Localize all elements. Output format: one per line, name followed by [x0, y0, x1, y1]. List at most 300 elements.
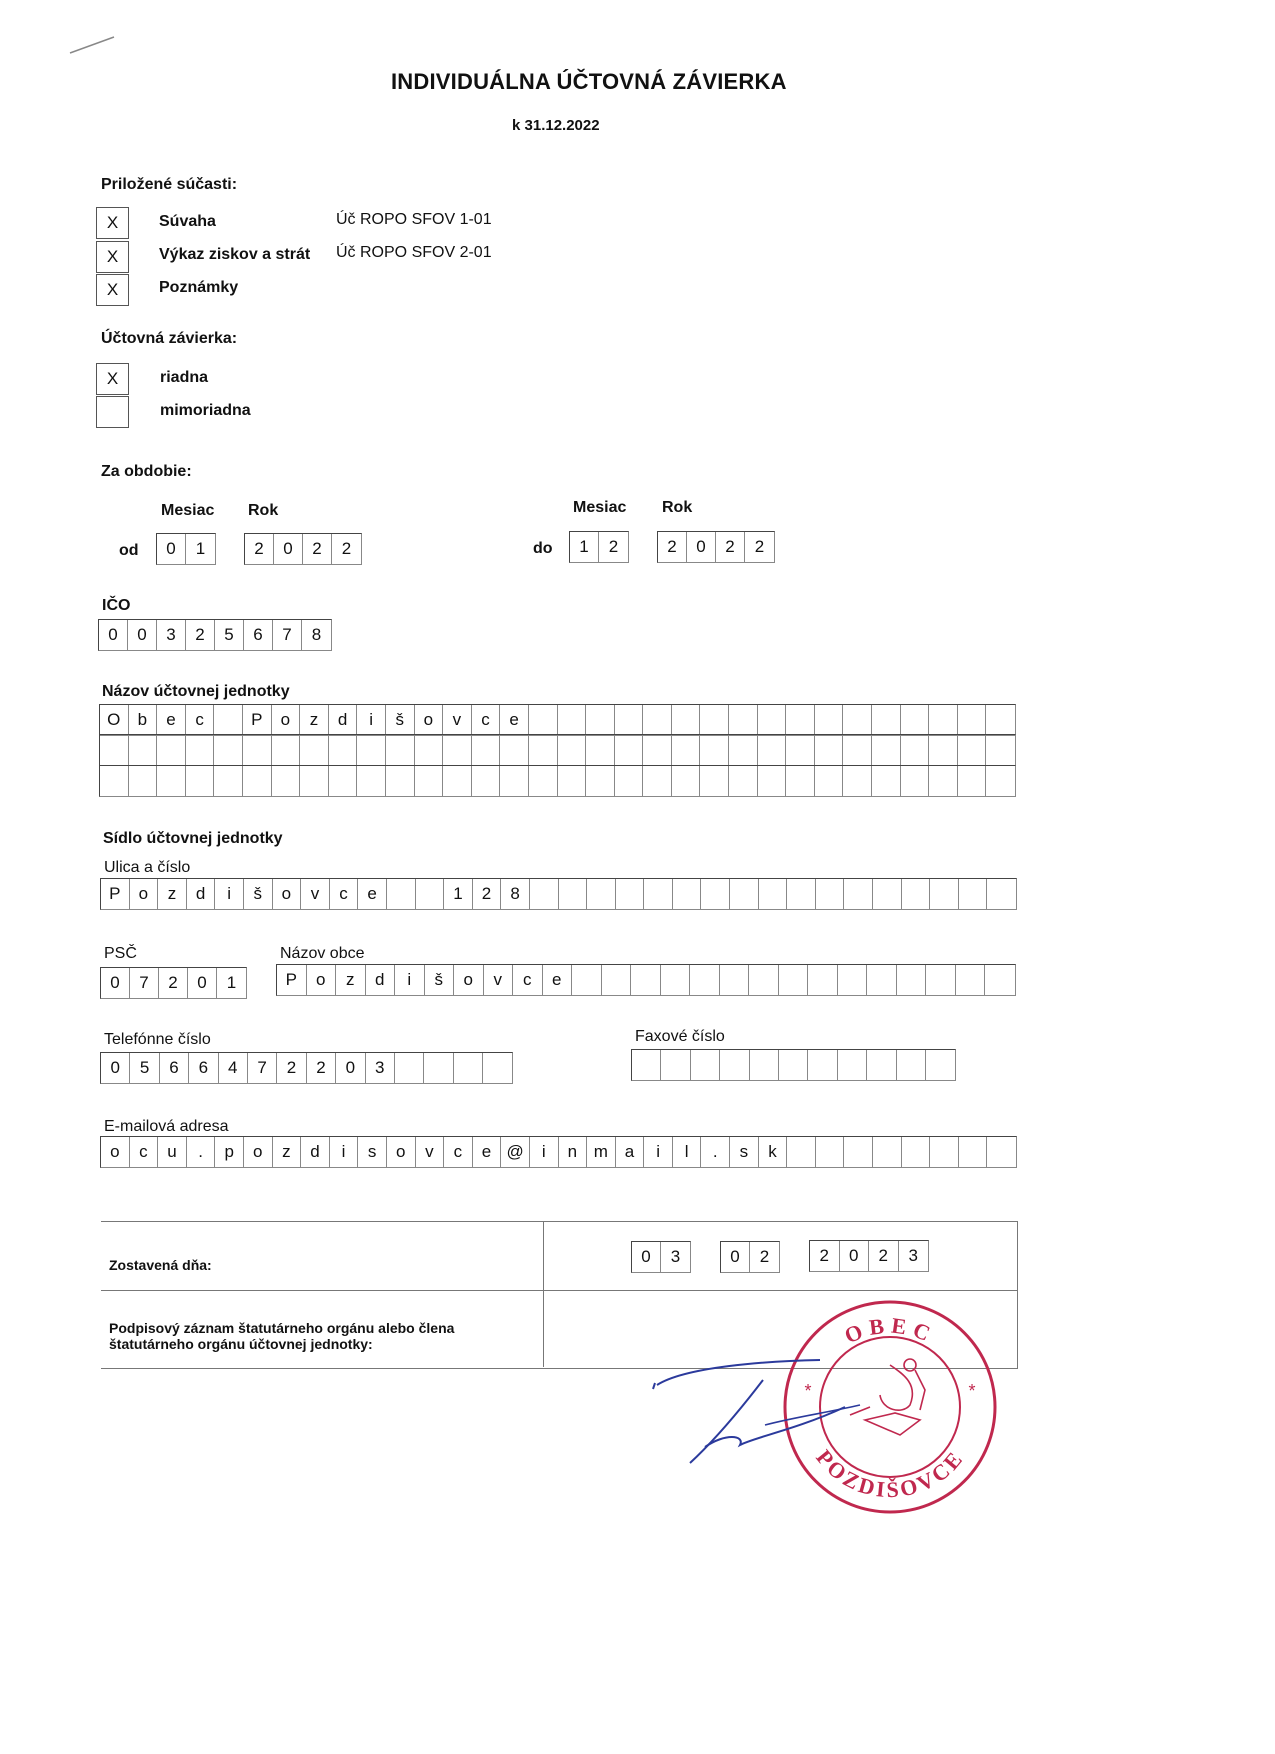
stamp-top-text: OBEC [840, 1312, 940, 1349]
char-cell [843, 735, 872, 765]
char-cell: 2 [608, 537, 619, 556]
street-label: Ulica a číslo [104, 859, 191, 876]
char-cell: 7 [248, 1053, 277, 1083]
checkbox-poznamky[interactable]: X [96, 274, 129, 306]
char-cell [100, 735, 129, 765]
char-cell [586, 766, 615, 796]
char-cell [750, 1050, 779, 1080]
char-cell: 2 [341, 539, 352, 558]
char-cell [872, 735, 901, 765]
char-cell [558, 766, 587, 796]
char-cell [729, 766, 758, 796]
char-cell [729, 705, 758, 735]
char-cell: v [443, 705, 472, 735]
char-cell [443, 766, 472, 796]
ico-label: IČO [102, 597, 131, 614]
fax-field[interactable] [631, 1049, 956, 1081]
char-cell: 2 [307, 1053, 336, 1083]
to-label: do [533, 540, 553, 557]
char-cell [129, 766, 158, 796]
char-cell [873, 1137, 902, 1167]
from-month-label: Mesiac [161, 502, 215, 519]
char-cell [930, 879, 959, 909]
char-cell [987, 879, 1016, 909]
char-cell: 2 [658, 532, 687, 562]
char-cell [901, 705, 930, 735]
char-cell [100, 766, 129, 796]
char-cell: o [130, 879, 159, 909]
char-cell: c [513, 965, 543, 995]
char-cell: š [425, 965, 455, 995]
char-cell [844, 1137, 873, 1167]
char-cell: o [415, 705, 444, 735]
entity-name-row3[interactable] [99, 765, 1016, 797]
zip-label: PSČ [104, 945, 137, 962]
char-cell: 5 [130, 1053, 159, 1083]
stamp-star-left-icon: * [804, 1381, 812, 1401]
char-cell: 3 [908, 1246, 918, 1265]
char-cell: 0 [687, 532, 716, 562]
char-cell [700, 705, 729, 735]
city-label: Názov obce [280, 945, 365, 962]
char-cell: 2 [754, 537, 765, 556]
char-cell: i [644, 1137, 673, 1167]
char-cell [958, 735, 987, 765]
char-cell [615, 735, 644, 765]
char-cell [673, 879, 702, 909]
char-cell: š [244, 879, 273, 909]
to-month-field[interactable] [569, 531, 629, 563]
char-cell [500, 735, 529, 765]
char-cell [529, 735, 558, 765]
char-cell [787, 879, 816, 909]
char-cell: 6 [160, 1053, 189, 1083]
char-cell [329, 735, 358, 765]
char-cell [902, 1137, 931, 1167]
char-cell: 0 [101, 1053, 130, 1083]
char-cell [956, 965, 986, 995]
char-cell [987, 1137, 1016, 1167]
char-cell [986, 766, 1015, 796]
char-cell: 0 [840, 1241, 870, 1271]
char-cell [786, 735, 815, 765]
char-cell: v [416, 1137, 445, 1167]
char-cell: i [395, 965, 425, 995]
char-cell [558, 735, 587, 765]
checkbox-suvaha[interactable]: X [96, 207, 129, 239]
char-cell [395, 1053, 424, 1083]
period-heading: Za obdobie: [101, 463, 192, 480]
entity-name-label: Názov účtovnej jednotky [102, 683, 290, 700]
char-cell: 6 [244, 620, 273, 650]
char-cell: . [187, 1137, 216, 1167]
char-cell [272, 766, 301, 796]
char-cell [700, 735, 729, 765]
attachment-label-suvaha: Súvaha [159, 213, 216, 230]
char-cell [844, 879, 873, 909]
char-cell [672, 735, 701, 765]
char-cell [691, 1050, 720, 1080]
char-cell: 6 [189, 1053, 218, 1083]
char-cell [730, 879, 759, 909]
char-cell: o [101, 1137, 130, 1167]
char-cell: 4 [219, 1053, 248, 1083]
char-cell: p [215, 1137, 244, 1167]
char-cell: o [387, 1137, 416, 1167]
char-cell [929, 766, 958, 796]
char-cell [897, 1050, 926, 1080]
char-cell: O [100, 705, 129, 735]
char-cell: 2 [245, 534, 274, 564]
char-cell [243, 766, 272, 796]
char-cell: e [473, 1137, 502, 1167]
zip-field[interactable] [100, 967, 247, 999]
char-cell: P [101, 879, 130, 909]
char-cell: 0 [188, 968, 217, 998]
footer-divider [543, 1221, 544, 1367]
char-cell [867, 965, 897, 995]
char-cell [958, 705, 987, 735]
stamp-bottom-text: POZDIŠOVCE [811, 1444, 969, 1503]
char-cell: i [215, 879, 244, 909]
char-cell [901, 735, 930, 765]
char-cell [357, 766, 386, 796]
char-cell: 0 [128, 620, 157, 650]
char-cell: š [386, 705, 415, 735]
char-cell: 8 [501, 879, 530, 909]
char-cell: c [472, 705, 501, 735]
char-cell: e [500, 705, 529, 735]
char-cell [157, 766, 186, 796]
char-cell [838, 1050, 867, 1080]
char-cell [643, 705, 672, 735]
char-cell [443, 735, 472, 765]
char-cell [587, 879, 616, 909]
char-cell [472, 766, 501, 796]
to-month-label: Mesiac [573, 499, 627, 516]
char-cell [272, 735, 301, 765]
char-cell: 2 [716, 532, 745, 562]
document-date: k 31.12.2022 [512, 117, 600, 134]
char-cell: z [300, 705, 329, 735]
char-cell [872, 705, 901, 735]
char-cell: 2 [186, 620, 215, 650]
char-cell: 2 [277, 1053, 306, 1083]
char-cell [815, 766, 844, 796]
char-cell [872, 766, 901, 796]
checkbox-mimoriadna[interactable] [96, 396, 129, 428]
char-cell [357, 735, 386, 765]
char-cell [808, 1050, 837, 1080]
address-heading: Sídlo účtovnej jednotky [103, 830, 283, 847]
char-cell: l [673, 1137, 702, 1167]
char-cell [483, 1053, 512, 1083]
char-cell: 0 [99, 620, 128, 650]
email-label: E-mailová adresa [104, 1118, 229, 1135]
char-cell: i [357, 705, 386, 735]
char-cell [808, 965, 838, 995]
char-cell [186, 735, 215, 765]
char-cell [615, 705, 644, 735]
char-cell: 2 [759, 1247, 770, 1266]
char-cell: 7 [273, 620, 302, 650]
char-cell [759, 879, 788, 909]
char-cell [424, 1053, 453, 1083]
char-cell: d [187, 879, 216, 909]
char-cell [758, 705, 787, 735]
char-cell [958, 766, 987, 796]
char-cell [643, 766, 672, 796]
char-cell: c [130, 1137, 159, 1167]
char-cell: 0 [274, 534, 303, 564]
char-cell [815, 735, 844, 765]
char-cell [572, 965, 602, 995]
char-cell: e [358, 879, 387, 909]
from-month-field[interactable] [156, 533, 216, 565]
char-cell: c [186, 705, 215, 735]
char-cell [300, 735, 329, 765]
char-cell: 2 [869, 1241, 899, 1271]
char-cell: v [484, 965, 514, 995]
char-cell: u [158, 1137, 187, 1167]
closing-label-riadna: riadna [160, 369, 209, 386]
char-cell: 3 [157, 620, 186, 650]
char-cell: 0 [101, 968, 130, 998]
char-cell: d [366, 965, 396, 995]
char-cell: @ [501, 1137, 530, 1167]
compiled-day-field[interactable] [631, 1241, 691, 1273]
char-cell [816, 1137, 845, 1167]
char-cell [815, 705, 844, 735]
char-cell: d [301, 1137, 330, 1167]
char-cell: 7 [130, 968, 159, 998]
char-cell [186, 766, 215, 796]
char-cell: 1 [444, 879, 473, 909]
char-cell: c [444, 1137, 473, 1167]
char-cell [901, 766, 930, 796]
char-cell: 2 [810, 1241, 840, 1271]
compiled-label: Zostavená dňa: [109, 1257, 212, 1273]
char-cell [387, 879, 416, 909]
char-cell: 0 [157, 534, 186, 564]
char-cell: 5 [215, 620, 244, 650]
char-cell [644, 879, 673, 909]
char-cell [386, 766, 415, 796]
char-cell: i [330, 1137, 359, 1167]
char-cell: i [530, 1137, 559, 1167]
char-cell: 1 [195, 539, 206, 558]
char-cell: 1 [570, 532, 599, 562]
char-cell [529, 705, 558, 735]
char-cell: 8 [311, 625, 322, 644]
char-cell: 2 [303, 534, 332, 564]
char-cell [415, 735, 444, 765]
attachment-label-poznamky: Poznámky [159, 279, 239, 296]
char-cell [985, 965, 1015, 995]
document-title: INDIVIDUÁLNA ÚČTOVNÁ ZÁVIERKA [391, 69, 787, 94]
char-cell [615, 766, 644, 796]
char-cell [672, 705, 701, 735]
entity-name-row2[interactable] [99, 734, 1016, 766]
char-cell [929, 705, 958, 735]
char-cell [926, 965, 956, 995]
char-cell [843, 766, 872, 796]
char-cell [661, 1050, 690, 1080]
char-cell [632, 1050, 661, 1080]
to-year-field[interactable] [657, 531, 775, 563]
char-cell [454, 1053, 483, 1083]
char-cell [867, 1050, 896, 1080]
char-cell: P [243, 705, 272, 735]
char-cell: P [277, 965, 307, 995]
char-cell: n [559, 1137, 588, 1167]
char-cell: s [358, 1137, 387, 1167]
entity-name-row1[interactable] [99, 704, 1016, 736]
checkbox-riadna[interactable]: X [96, 363, 129, 395]
char-cell [129, 735, 158, 765]
char-cell: z [273, 1137, 302, 1167]
street-field[interactable] [100, 878, 1017, 910]
email-field[interactable] [100, 1136, 1017, 1168]
char-cell: o [272, 705, 301, 735]
from-year-field[interactable] [244, 533, 362, 565]
char-cell [586, 735, 615, 765]
char-cell: c [330, 879, 359, 909]
char-cell [959, 879, 988, 909]
char-cell [779, 965, 809, 995]
char-cell: 2 [159, 968, 188, 998]
compiled-year-field[interactable] [809, 1240, 929, 1272]
attachment-code-suvaha: Úč ROPO SFOV 1-01 [336, 211, 492, 228]
char-cell: e [157, 705, 186, 735]
char-cell: 0 [336, 1053, 365, 1083]
char-cell: m [587, 1137, 616, 1167]
char-cell [749, 965, 779, 995]
footer-row-divider [101, 1290, 1017, 1291]
char-cell [720, 965, 750, 995]
char-cell [415, 766, 444, 796]
stamp-star-right-icon: * [968, 1381, 976, 1401]
from-label: od [119, 542, 139, 559]
char-cell [816, 879, 845, 909]
char-cell: . [701, 1137, 730, 1167]
char-cell [300, 766, 329, 796]
char-cell [529, 766, 558, 796]
char-cell [779, 1050, 808, 1080]
char-cell: v [301, 879, 330, 909]
char-cell [701, 879, 730, 909]
char-cell [472, 735, 501, 765]
compiled-month-field[interactable] [720, 1241, 780, 1273]
scan-mark-icon [68, 33, 118, 55]
char-cell [214, 735, 243, 765]
char-cell: 3 [366, 1053, 395, 1083]
char-cell [643, 735, 672, 765]
char-cell [897, 965, 927, 995]
char-cell [214, 705, 243, 735]
char-cell [838, 965, 868, 995]
char-cell: 2 [473, 879, 502, 909]
char-cell: e [543, 965, 573, 995]
char-cell [690, 965, 720, 995]
char-cell [329, 766, 358, 796]
char-cell: 3 [670, 1247, 681, 1266]
char-cell: o [244, 1137, 273, 1167]
char-cell: 0 [632, 1242, 661, 1272]
char-cell [787, 1137, 816, 1167]
closing-label-mimoriadna: mimoriadna [160, 402, 251, 419]
attachment-code-vykaz: Úč ROPO SFOV 2-01 [336, 244, 492, 261]
char-cell: z [336, 965, 366, 995]
char-cell [214, 766, 243, 796]
char-cell [959, 1137, 988, 1167]
char-cell [729, 735, 758, 765]
char-cell [986, 705, 1015, 735]
char-cell: o [454, 965, 484, 995]
char-cell [843, 705, 872, 735]
checkbox-vykaz[interactable]: X [96, 241, 129, 273]
char-cell [602, 965, 632, 995]
char-cell: o [273, 879, 302, 909]
char-cell [416, 879, 445, 909]
ico-field[interactable] [98, 619, 332, 651]
char-cell [672, 766, 701, 796]
char-cell: a [616, 1137, 645, 1167]
char-cell [720, 1050, 749, 1080]
char-cell [157, 735, 186, 765]
char-cell [758, 735, 787, 765]
char-cell [559, 879, 588, 909]
char-cell [930, 1137, 959, 1167]
char-cell [243, 735, 272, 765]
char-cell: k [759, 1137, 788, 1167]
char-cell [530, 879, 559, 909]
signature-label: Podpisový záznam štatutárneho orgánu alebo člena štatutárneho orgánu účtovnej jednotky: [109, 1320, 455, 1352]
closing-type-heading: Účtovná závierka: [101, 330, 238, 347]
char-cell: o [307, 965, 337, 995]
char-cell: z [158, 879, 187, 909]
city-field[interactable] [276, 964, 1016, 996]
to-year-label: Rok [662, 499, 693, 516]
char-cell [986, 735, 1015, 765]
char-cell [902, 879, 931, 909]
char-cell [616, 879, 645, 909]
attachments-heading: Priložené súčasti: [101, 176, 238, 193]
char-cell [386, 735, 415, 765]
char-cell: 1 [226, 973, 237, 992]
char-cell: d [329, 705, 358, 735]
char-cell: b [129, 705, 158, 735]
handwritten-signature [645, 1355, 875, 1470]
phone-field[interactable] [100, 1052, 513, 1084]
char-cell [873, 879, 902, 909]
fax-label: Faxové číslo [635, 1028, 725, 1045]
char-cell [786, 766, 815, 796]
char-cell [631, 965, 661, 995]
char-cell [700, 766, 729, 796]
char-cell [786, 705, 815, 735]
char-cell [558, 705, 587, 735]
char-cell [586, 705, 615, 735]
char-cell [926, 1050, 955, 1080]
char-cell [758, 766, 787, 796]
char-cell [661, 965, 691, 995]
char-cell: 0 [721, 1242, 750, 1272]
char-cell: s [730, 1137, 759, 1167]
char-cell [500, 766, 529, 796]
from-year-label: Rok [248, 502, 279, 519]
char-cell [929, 735, 958, 765]
